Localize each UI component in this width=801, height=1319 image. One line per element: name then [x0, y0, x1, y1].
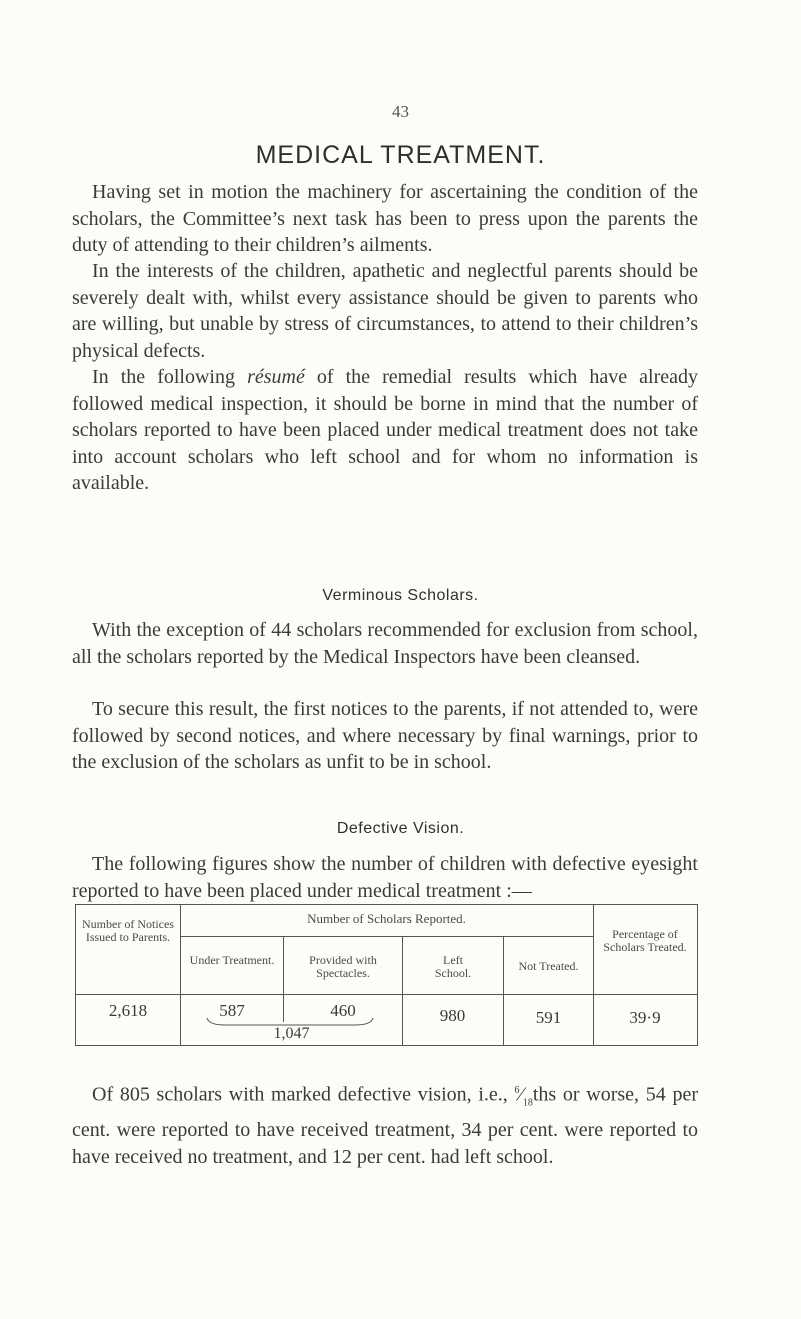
- vision-paragraph-2: Of 805 scholars with marked defective vision, i.e., $^6⁄_{18}ths$ or worse, 54 per cent. were reported to have received treatment, 34 per cent. were reported to have received no treatment, and 12 per cent. had left school.: [72, 1083, 698, 1168]
- value-not-treated: 591: [535, 1008, 562, 1027]
- verminous-heading: Verminous Scholars.: [322, 587, 479, 604]
- value-under-treatment: 587: [219, 1001, 245, 1020]
- value-spectacles: 460: [330, 1001, 356, 1020]
- header-notices: Number of Notices Issued to Parents.: [82, 917, 174, 944]
- verminous-paragraph-1: With the exception of 44 scholars recommended for exclusion from school, all the scholars reported by the Medical Inspectors have been cleansed.: [72, 619, 698, 668]
- header-under-treatment: Under Treatment.: [189, 953, 275, 967]
- header-spectacles: Provided with Spectacles.: [309, 953, 377, 980]
- vision-p2-after: ths or worse, 54 per cent. were reported to have received treatment, 34 per cent. were reported to have received no treatment, and 12 per cent. had left school.: [72, 1083, 698, 1168]
- header-percentage: Percentage of Scholars Treated.: [603, 927, 687, 954]
- fraction-denominator: 18: [522, 1097, 533, 1109]
- header-not-treated: Not Treated.: [518, 959, 579, 973]
- intro-p3-before: In the following: [92, 366, 235, 388]
- value-left-school: 980: [439, 1006, 466, 1025]
- fraction-numerator: 6: [514, 1085, 520, 1096]
- value-combined: 1,047: [273, 1025, 310, 1042]
- resume-italic: résumé: [247, 366, 305, 388]
- intro-paragraph-2: In the interests of the children, apathetic and neglectful parents should be severely dealt with, whilst every assistance should be given to parents who are willing, but unable by stress of circumstances, to attend to their children’s physical defects.: [72, 260, 698, 362]
- intro-p3-after: of the remedial results which have already followed medical inspection, it should be borne in mind that the number of scholars reported to have been placed under medical treatment does not take into account scholars who left school and for whom no information is available.: [72, 366, 699, 494]
- vision-p2-before: Of 805 scholars with marked defective vision, i.e.,: [92, 1083, 508, 1106]
- vision-paragraph-1: The following figures show the number of children with defective eyesight reported to have been placed under medical treatment :—: [72, 853, 698, 902]
- value-notices: 2,618: [108, 1001, 148, 1020]
- intro-paragraph-3: [72, 364, 698, 497]
- vision-heading: Defective Vision.: [336, 820, 465, 837]
- header-scholars-reported: Number of Scholars Reported.: [307, 911, 466, 926]
- page-number: 43: [392, 102, 409, 121]
- header-left-school: Left School.: [434, 953, 472, 980]
- intro-paragraph-1: Having set in motion the machinery for ascertaining the condition of the scholars, the Committee’s next task has been to press upon the parents the duty of attending to their children’s ailments.: [72, 181, 698, 256]
- page-title: MEDICAL TREATMENT.: [255, 141, 546, 169]
- value-percentage: 39·9: [629, 1008, 661, 1027]
- verminous-paragraph-2: To secure this result, the first notices to the parents, if not attended to, were followed by second notices, and where necessary by final warnings, prior to the exclusion of the scholars as unfit to be in school.: [72, 698, 698, 773]
